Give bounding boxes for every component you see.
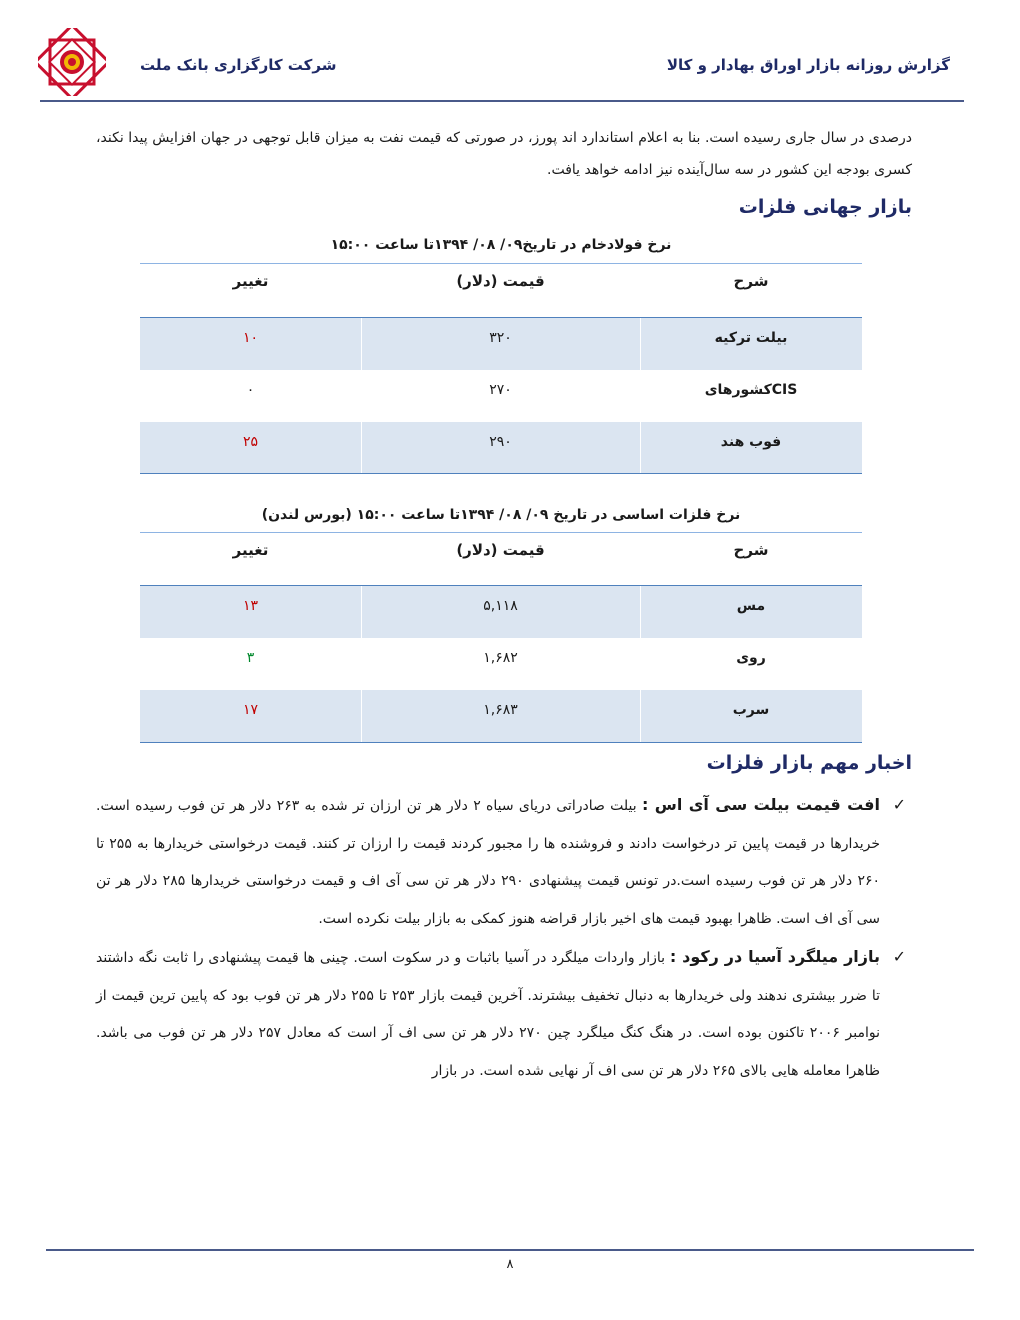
report-title: گزارش روزانه بازار اوراق بهادار و کالا: [666, 56, 950, 74]
column-header-desc: شرح: [733, 541, 769, 559]
header-divider: [40, 100, 964, 102]
row-desc: کشورهایCIS: [704, 382, 798, 398]
news-body: بیلت صادراتی دریای سیاه ۲ دلار هر تن ارزان تر شده به ۲۶۳ دلار هر تن فوب رسیده است. خریدارها در قیمت پایین تر درخواست دادند و فروشنده ها را مجبور کردند قیمت را ارزان تر کنند. قیمت درخواستی خریدارها به ۲۵۵ تا ۲۶۰ دلار هر تن فوب رسیده است.در تونس قیمت پیشنهادی ۲۹۰ دلار هر تن سی آی اف و قیمت درخواستی خریدارها ۲۸۵ دلار هر تن سی آی اف است. ظاهرا بهبود قیمت های اخیر بازار قراضه هنوز کمکی به بازار بیلت نکرده است.: [96, 798, 880, 927]
news-item: [96, 786, 912, 938]
checkmark-icon: ✓: [892, 795, 906, 814]
column-header-change: تغییر: [232, 272, 269, 290]
news-item: [96, 938, 912, 1090]
row-price: ۲۷۰: [489, 382, 512, 398]
table-row: [140, 638, 862, 690]
column-header-change: تغییر: [232, 541, 269, 559]
row-desc: فوب هند: [720, 434, 782, 450]
table-row: [140, 370, 862, 422]
row-change: ۱۷: [242, 702, 259, 718]
section-title-news: اخبار مهم بازار فلزات: [706, 752, 912, 774]
column-header-price: قیمت (دلار): [456, 541, 545, 559]
row-desc: روی: [736, 650, 766, 666]
table-header-row: [140, 264, 862, 318]
steel-table-caption: نرخ فولادخام در تاریخ۰۹/ ۰۸/ ۱۳۹۴تا ساعت ۱۵:۰۰: [330, 237, 672, 253]
row-price: ۵,۱۱۸: [483, 598, 518, 614]
row-change: ۲۵: [242, 434, 259, 450]
news-title: افت قیمت بیلت سی آی اس :: [641, 795, 881, 814]
base-metals-price-table: [140, 532, 862, 743]
column-header-desc: شرح: [733, 272, 769, 290]
table-row: [140, 422, 862, 473]
company-name: شرکت کارگزاری بانک ملت: [140, 56, 337, 74]
row-change: ۳: [246, 650, 255, 666]
table-row: [140, 318, 862, 370]
news-list: [96, 786, 912, 1090]
checkmark-icon: ✓: [892, 947, 906, 966]
row-price: ۱,۶۸۳: [483, 702, 518, 718]
row-change: ۰: [246, 382, 255, 398]
intro-paragraph: درصدی در سال جاری رسیده است. بنا به اعلام استاندارد اند پورز، در صورتی که قیمت نفت به میزان قابل توجهی در جهان افزایش پیدا نکند، کسری بودجه این کشور در سه سال‌آینده نیز ادامه خواهد یافت.: [96, 130, 912, 178]
row-price: ۱,۶۸۲: [483, 650, 518, 666]
news-title: بازار میلگرد آسیا در رکود :: [669, 947, 881, 966]
steel-price-table: [140, 263, 862, 474]
table-row: [140, 690, 862, 742]
row-change: ۱۳: [242, 598, 259, 614]
bank-mellat-logo: [38, 28, 106, 96]
news-body: بازار واردات میلگرد در آسیا باثبات و در سکوت است. چینی ها قیمت پیشنهادی را ثابت نگه داشتند تا ضرر بیشتری ندهند ولی خریدارها به دنبال تخفیف بیشترند. آخرین قیمت بازار ۲۵۳ تا ۲۵۵ دلار هر تن فوب بود که پایین ترین قیمت از نوامبر ۲۰۰۶ تاکنون بوده است. در هنگ کنگ میلگرد چین ۲۷۰ دلار هر تن سی اف آر است که معادل ۲۵۷ دلار هر تن فوب می باشد. ظاهرا معامله هایی بالای ۲۶۵ دلار هر تن سی اف آر نهایی شده است. در بازار: [96, 950, 880, 1079]
footer-divider: [46, 1249, 974, 1251]
row-change: ۱۰: [242, 330, 259, 346]
row-price: ۳۲۰: [489, 330, 512, 346]
row-desc: بیلت ترکیه: [714, 330, 788, 346]
row-desc: سرب: [732, 702, 770, 718]
base-metals-table-caption: نرخ فلزات اساسی در تاریخ ۰۹/ ۰۸/ ۱۳۹۴تا ساعت ۱۵:۰۰ (بورس لندن): [261, 507, 741, 523]
page-number: ۸: [506, 1257, 514, 1272]
table-header-row: [140, 533, 862, 586]
row-price: ۲۹۰: [489, 434, 512, 450]
table-row: [140, 586, 862, 638]
page-header: [0, 0, 1020, 110]
row-desc: مس: [736, 598, 766, 614]
column-header-price: قیمت (دلار): [456, 272, 545, 290]
section-title-world-metals: بازار جهانی فلزات: [738, 196, 912, 218]
